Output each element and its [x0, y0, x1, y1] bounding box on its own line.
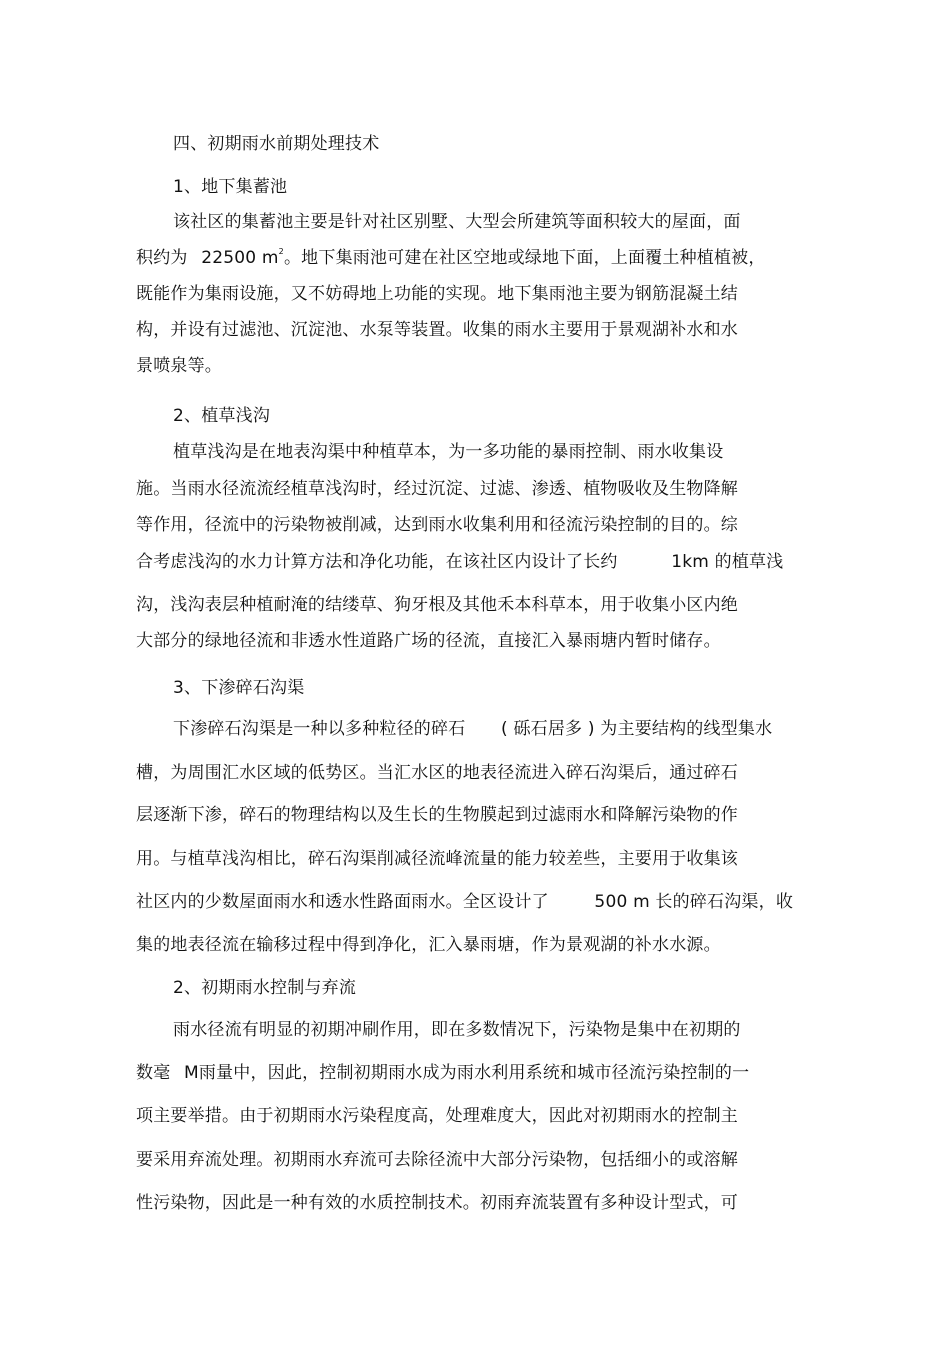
- text-span: 。地下集雨池可建在社区空地或绿地下面，上面覆土种植植被，: [283, 248, 766, 268]
- paragraph-line: 景喷泉等。: [136, 356, 222, 376]
- paragraph-line: 大部分的绿地径流和非透水性道路广场的径流，直接汇入暴雨塘内暂时储存。: [136, 631, 721, 651]
- paragraph-line: [136, 1062, 749, 1084]
- subsection-heading: 2、初期雨水控制与弃流: [173, 978, 357, 998]
- paragraph-line: 构，并设有过滤池、沉淀池、水泵等装置。收集的雨水主要用于景观湖补水和水: [136, 320, 738, 340]
- text-span: 社区内的少数屋面雨水和透水性路面雨水。全区设计了: [136, 892, 549, 912]
- paragraph-line: 集的地表径流在输移过程中得到净化，汇入暴雨塘，作为景观湖的补水水源。: [136, 935, 721, 955]
- paragraph-line: 植草浅沟是在地表沟渠中种植草本，为一多功能的暴雨控制、雨水收集设: [173, 442, 724, 462]
- paragraph-line: 既能作为集雨设施，又不妨碍地上功能的实现。地下集雨池主要为钢筋混凝土结: [136, 284, 738, 304]
- paragraph-line: [136, 551, 783, 573]
- text-span: 500 m 长的碎石沟渠，收: [594, 892, 794, 912]
- paragraph-line: [136, 891, 793, 913]
- paragraph-line: 用。与植草浅沟相比，碎石沟渠削减径流峰流量的能力较差些，主要用于收集该: [136, 849, 738, 869]
- subsection-heading: 2、植草浅沟: [173, 406, 271, 426]
- area-value: 22500 m: [201, 248, 279, 268]
- paragraph-line: 要采用弃流处理。初期雨水弃流可去除径流中大部分污染物，包括细小的或溶解: [136, 1150, 738, 1170]
- text-span: 积约为: [136, 248, 188, 268]
- text-span: M雨量中，因此，控制初期雨水成为雨水利用系统和城市径流污染控制的一: [184, 1063, 750, 1083]
- paragraph-line: 槽，为周围汇水区域的低势区。当汇水区的地表径流进入碎石沟渠后，通过碎石: [136, 763, 738, 783]
- text-span: 1km 的植草浅: [671, 552, 784, 572]
- paragraph-line: 该社区的集蓄池主要是针对社区别墅、大型会所建筑等面积较大的屋面，面: [173, 212, 741, 232]
- paragraph-line: [173, 718, 772, 740]
- paragraph-line: 项主要举措。由于初期雨水污染程度高，处理难度大，因此对初期雨水的控制主: [136, 1106, 738, 1126]
- text-span: 下渗碎石沟渠是一种以多种粒径的碎石: [173, 719, 466, 739]
- subsection-heading: 1、地下集蓄池: [173, 177, 288, 197]
- superscript: 2: [278, 247, 284, 256]
- paragraph-line: 层逐渐下渗，碎石的物理结构以及生长的生物膜起到过滤雨水和降解污染物的作: [136, 805, 738, 825]
- section-heading: 四、初期雨水前期处理技术: [173, 134, 380, 154]
- paragraph-line: 施。当雨水径流流经植草浅沟时，经过沉淀、过滤、渗透、植物吸收及生物降解: [136, 479, 738, 499]
- paragraph-line: 性污染物，因此是一种有效的水质控制技术。初雨弃流装置有多种设计型式，可: [136, 1193, 738, 1213]
- paragraph-line: 雨水径流有明显的初期冲刷作用，即在多数情况下，污染物是集中在初期的: [173, 1020, 741, 1040]
- paragraph-line: 沟，浅沟表层种植耐淹的结缕草、狗牙根及其他禾本科草本，用于收集小区内绝: [136, 595, 738, 615]
- text-span: 数毫: [136, 1063, 171, 1083]
- text-span: 合考虑浅沟的水力计算方法和净化功能，在该社区内设计了长约: [136, 552, 618, 572]
- text-span: ( 砾石居多 ) 为主要结构的线型集水: [501, 719, 773, 739]
- paragraph-line: 等作用，径流中的污染物被削减，达到雨水收集利用和径流污染控制的目的。综: [136, 515, 738, 535]
- paragraph-line: [136, 247, 766, 269]
- subsection-heading: 3、下渗碎石沟渠: [173, 678, 305, 698]
